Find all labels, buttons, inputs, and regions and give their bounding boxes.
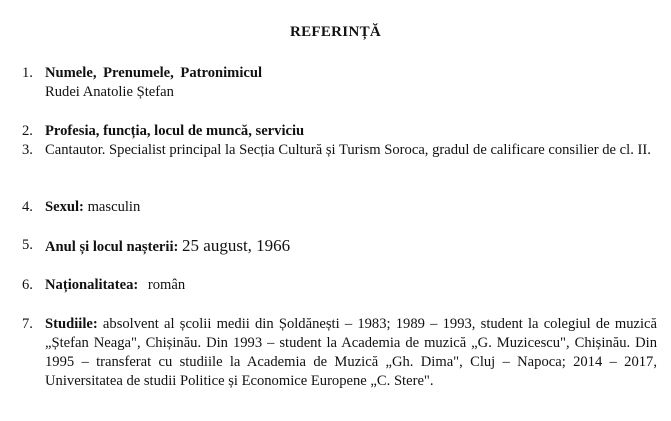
item-body — [45, 276, 657, 295]
item-label: Profesia, funcția, locul de muncă, serviciu — [45, 123, 305, 139]
item-text: Cantautor. Specialist principal la Secția Cultură și Turism Soroca, gradul de calificare consilier de cl. II. — [45, 142, 651, 158]
item-label: Numele, Prenumele, Patronimicul — [45, 65, 263, 81]
item-number: 1. — [22, 65, 33, 81]
item-number: 3. — [22, 142, 33, 158]
item-number: 6. — [22, 277, 33, 293]
item-value: român — [147, 277, 186, 293]
document-title: REFERINȚĂ — [289, 24, 382, 40]
item-body — [45, 236, 657, 257]
item-value: 25 august, 1966 — [182, 236, 291, 255]
item-number: 4. — [22, 199, 33, 215]
item-body — [45, 122, 657, 141]
item-body — [45, 315, 657, 391]
item-number: 7. — [22, 316, 33, 332]
item-label: Studiile: — [45, 316, 98, 332]
item-value: Rudei Anatolie Ștefan — [45, 84, 174, 100]
item-label: Sexul: — [45, 199, 84, 215]
item-number: 5. — [22, 237, 33, 253]
item-label: Anul și locul nașterii: — [45, 239, 179, 255]
item-value: masculin — [87, 199, 141, 215]
item-value: absolvent al școlii medii din Șoldănești – 1983; 1989 – 1993, student la colegiul de muzică „Ștefan Neaga", Chișinău. Din 1993 – student la Academia de muzică „G. Muzicescu", Chișinău. Din 1995 – transferat cu studiile la Academia de Muzică „Gh. Dima", Cluj – Napoca; 2014 – 2017, Universitatea de studii Politice și Economice Europene „C. Stere". — [45, 316, 657, 389]
item-number: 2. — [22, 123, 33, 139]
item-label: Naționalitatea: — [45, 277, 139, 293]
item-body — [45, 64, 657, 102]
item-body — [45, 198, 657, 217]
